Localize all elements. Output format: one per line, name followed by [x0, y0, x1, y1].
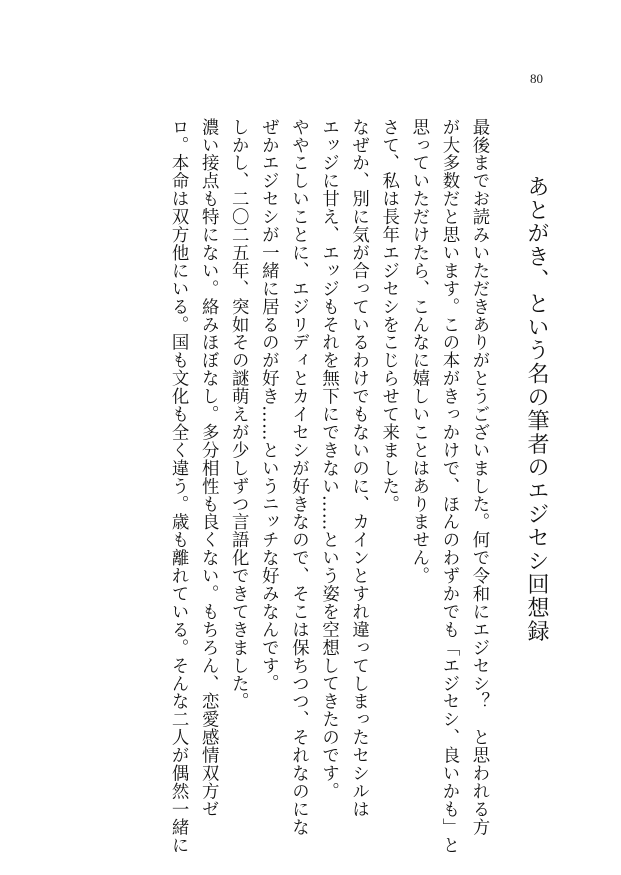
page-number: 80 [530, 71, 543, 86]
body-line: 最後までお読みいただきありがとうございました。何で令和にエジセシ？ と思われる方 [469, 118, 489, 836]
body-line: しかし、二〇二五年、突如その謎萌えが少しずつ言語化できてきました。 [228, 118, 249, 711]
body-line: ややこしいことに、エジリディとカイセシが好きなので、そこは保ちつつ、それなのにな [288, 118, 309, 836]
body-line: ぜかエジセシが一緒に居るのが好き……というニッチな好みなんです。 [258, 118, 279, 693]
body-line: 濃い接点も特にない。絡みほぼなし。多分相性も良くない。もちろん、恋愛感情双方ゼ [198, 118, 219, 819]
body-line: エッジに甘え、エッジもそれを無下にできない……という姿を空想してきたのです。 [318, 118, 339, 801]
body-text [94, 118, 494, 854]
body-line: なぜか、別に気が合っているわけでもないのに、カインとすれ違ってしまったセシルは [348, 118, 369, 819]
body-line: が大多数だと思います。この本がきっかけで、ほんのわずかでも「エジセシ、良いかも」と [438, 118, 459, 854]
body-line: さて、私は長年エジセシをこじらせて来ました。 [378, 118, 399, 513]
chapter-title: あとがき、という名の筆者のエジセシ回想録 [524, 175, 549, 643]
body-line: 思っていただけたら、こんなに嬉しいことはありません。 [408, 118, 429, 585]
body-line: ロ。本命は双方他にいる。国も文化も全く違う。歳も離れている。そんな二人が偶然一緒に [168, 118, 189, 854]
